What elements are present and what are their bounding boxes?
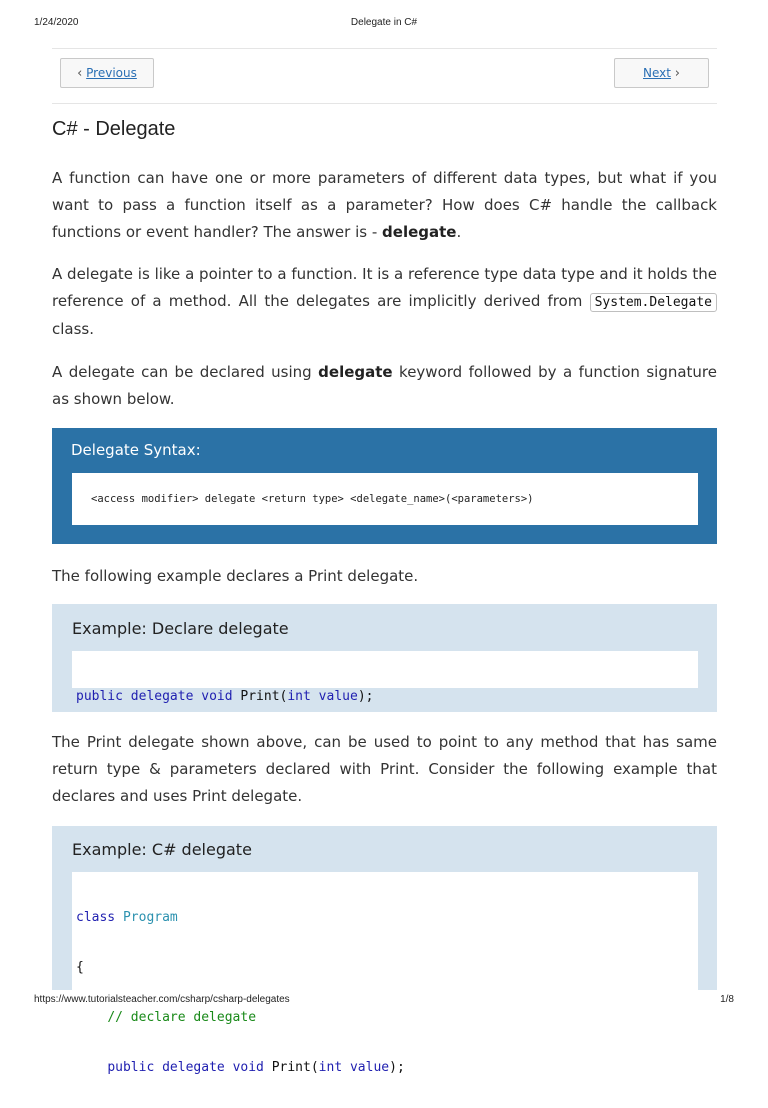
declaration-end: keyword followed by a function signature as shown below. <box>52 363 717 408</box>
nav-divider <box>52 103 717 104</box>
chevron-left-icon: ‹ <box>77 66 83 81</box>
declaration-text: A delegate can be declared using <box>52 363 319 381</box>
next-label: Next <box>643 66 671 80</box>
usage-paragraph: The Print delegate shown above, can be used to point to any method that has same return type & parameters declared with Print. Consider the following example that declares and uses Print delegate. <box>52 733 717 805</box>
example-declare-code <box>72 651 698 704</box>
definition-end: class. <box>52 320 95 338</box>
previous-button[interactable] <box>60 58 154 88</box>
delegate-keyword: delegate <box>382 223 457 241</box>
syntax-code: <access modifier> delegate <return type> <delegate_name>(<parameters>) <box>72 473 698 525</box>
print-title: Delegate in C# <box>350 17 418 28</box>
page-url: https://www.tutorialsteacher.com/csharp/csharp-delegates <box>34 994 290 1005</box>
definition-paragraph <box>52 261 717 343</box>
code-line: { <box>76 960 84 975</box>
code-line: class Program <box>76 910 178 925</box>
declaration-paragraph <box>52 359 717 413</box>
example-declare-title: Example: Declare delegate <box>72 619 289 638</box>
example-intro-paragraph: The following example declares a Print delegate. <box>52 567 419 585</box>
system-delegate-code: System.Delegate <box>590 293 717 312</box>
chevron-right-icon: › <box>674 66 680 81</box>
code-line: public delegate void Print(int value); <box>107 1060 405 1075</box>
print-date: 1/24/2020 <box>34 17 79 28</box>
top-divider <box>52 48 717 49</box>
page-title: C# - Delegate <box>52 118 176 140</box>
code-line: public delegate void Print(int value); <box>76 689 374 704</box>
intro-end: . <box>456 223 462 241</box>
delegate-keyword-2: delegate <box>318 363 393 381</box>
intro-text: A function can have one or more parameters of different data types, but what if you want to pass a function itself as a parameter? How does C# handle the callback functions or event handler? The answer is - <box>52 169 717 241</box>
definition-text: A delegate is like a pointer to a function. It is a reference type data type and it holds the reference of a method. All the delegates are implicitly derived from <box>52 265 717 310</box>
code-line: // declare delegate <box>107 1010 257 1025</box>
previous-label: Previous <box>86 66 137 80</box>
example-declare-box <box>52 604 717 712</box>
page-number: 1/8 <box>720 994 734 1005</box>
syntax-box <box>52 428 717 544</box>
example-csharp-title: Example: C# delegate <box>72 840 252 859</box>
syntax-title: Delegate Syntax: <box>71 441 201 459</box>
intro-paragraph <box>52 165 717 246</box>
next-button[interactable] <box>614 58 709 88</box>
